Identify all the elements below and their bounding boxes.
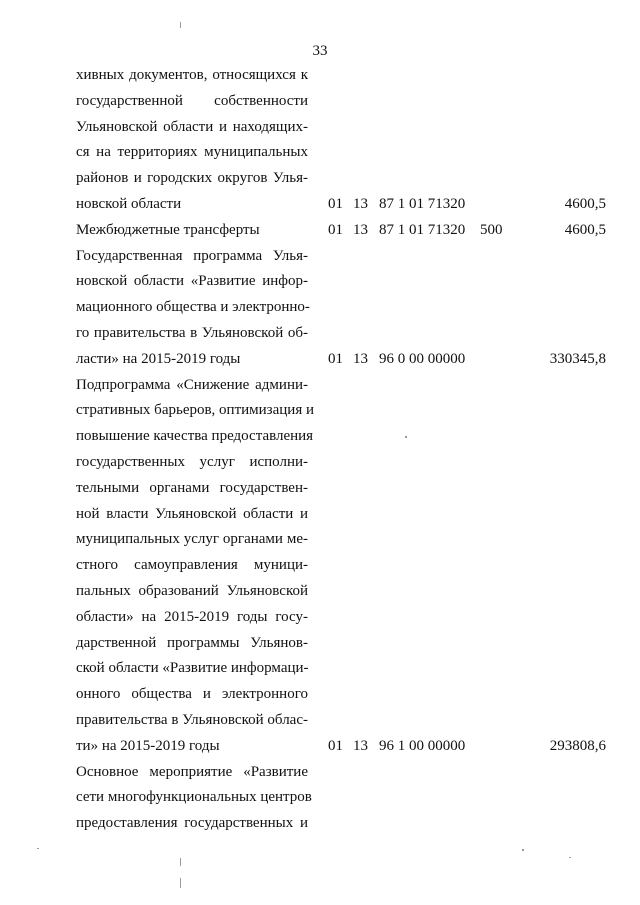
row-description: государственной собственности	[76, 92, 308, 109]
table-row	[0, 62, 640, 88]
scan-speck	[180, 22, 181, 28]
section-code: 01	[328, 196, 343, 212]
table-row	[0, 191, 640, 217]
row-description: ся на территориях муниципальных	[76, 144, 308, 161]
scan-speck	[37, 848, 39, 849]
row-description: повышение качества предоставления	[76, 428, 314, 445]
row-description: дарственной программы Ульянов-	[76, 634, 308, 651]
table-row	[0, 243, 640, 269]
page-number: 33	[312, 43, 328, 59]
target-article-code: 87 1 01 71320	[379, 221, 466, 238]
table-row	[0, 526, 640, 552]
amount: 330345,8	[549, 350, 606, 367]
table-row	[0, 655, 640, 681]
section-code: 01	[328, 737, 343, 754]
scan-speck	[180, 858, 181, 866]
table-row	[0, 630, 640, 656]
row-description: пальных образований Ульяновской	[76, 583, 308, 599]
table-row	[0, 268, 640, 294]
table-row	[0, 810, 640, 836]
expense-type-code: 500	[480, 221, 503, 238]
amount: 4600,5	[564, 196, 606, 212]
target-article-code: 96 0 00 00000	[379, 350, 466, 367]
table-row	[0, 733, 640, 759]
row-description: Подпрограмма «Снижение админи-	[76, 376, 308, 393]
table-row	[0, 707, 640, 733]
table-row	[0, 217, 640, 243]
target-article-code: 96 1 00 00000	[379, 737, 466, 754]
row-description: онного общества и электронного	[76, 686, 308, 703]
row-description: ласти» на 2015-2019 годы	[76, 350, 241, 367]
scan-speck	[522, 849, 524, 851]
table-row	[0, 294, 640, 320]
table-row	[0, 501, 640, 527]
table-row	[0, 604, 640, 630]
row-description: ти» на 2015-2019 годы	[76, 737, 220, 754]
table-row	[0, 449, 640, 475]
row-description: новской области «Развитие инфор-	[76, 273, 308, 290]
table-row	[0, 139, 640, 165]
scan-speck	[180, 878, 181, 888]
row-description: сети многофункциональных центров	[76, 789, 312, 806]
table-row	[0, 320, 640, 346]
row-description: стного самоуправления муници-	[76, 557, 308, 574]
table-row	[0, 346, 640, 372]
row-description: Государственная программа Улья-	[76, 247, 308, 264]
row-description: ной власти Ульяновской области и	[76, 505, 308, 522]
table-row	[0, 165, 640, 191]
table-row	[0, 759, 640, 785]
row-description: правительства в Ульяновской облас-	[76, 712, 308, 728]
table-row	[0, 88, 640, 114]
table-row	[0, 475, 640, 501]
table-row	[0, 681, 640, 707]
section-code: 01	[328, 221, 343, 238]
row-description: предоставления государственных и	[76, 815, 308, 832]
row-description: стративных барьеров, оптимизация и	[76, 402, 315, 419]
table-row	[0, 423, 640, 449]
row-description: Ульяновской области и находящих-	[76, 118, 308, 135]
row-description: Основное мероприятие «Развитие	[76, 763, 308, 780]
subsection-code: 13	[353, 221, 368, 238]
subsection-code: 13	[353, 737, 368, 754]
amount: 4600,5	[564, 221, 606, 238]
row-description: го правительства в Ульяновской об-	[76, 325, 308, 341]
row-description: государственных услуг исполни-	[76, 454, 308, 470]
row-description: тельными органами государствен-	[76, 479, 308, 496]
row-description: районов и городских округов Улья-	[76, 170, 308, 187]
table-row	[0, 578, 640, 604]
row-description: области» на 2015-2019 годы госу-	[76, 608, 308, 625]
scan-speck	[569, 857, 571, 858]
table-row	[0, 114, 640, 140]
table-row	[0, 552, 640, 578]
subsection-code: 13	[353, 350, 368, 367]
table-row	[0, 397, 640, 423]
row-description: хивных документов, относящихся к	[76, 67, 308, 83]
row-description: новской области	[76, 196, 182, 212]
table-row	[0, 784, 640, 810]
row-description: Межбюджетные трансферты	[76, 221, 260, 238]
target-article-code: 87 1 01 71320	[379, 196, 466, 212]
row-description: ской области «Развитие информаци-	[76, 660, 309, 677]
table-row	[0, 372, 640, 398]
amount: 293808,6	[549, 737, 606, 754]
row-description: муниципальных услуг органами ме-	[76, 531, 308, 548]
row-description: мационного общества и электронно-	[76, 299, 310, 316]
subsection-code: 13	[353, 196, 368, 212]
scan-speck	[405, 436, 407, 438]
section-code: 01	[328, 350, 343, 367]
